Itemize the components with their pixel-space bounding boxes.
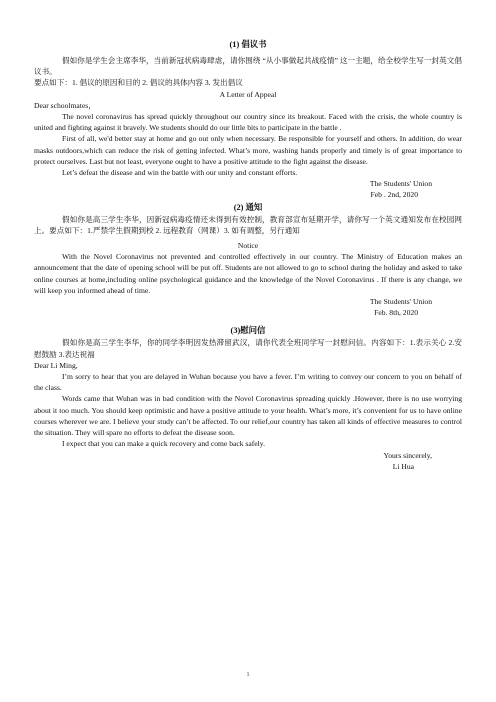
section1-sign: The Students' Union [369,179,432,189]
section1-para1: The novel coronavirus has spread quickly throughout our country since its breakout. Faced with the crisis, the whole country is united and fighting against it bravely. We students should do our little bits to participate in the battle . [34,112,462,133]
section2-title: Notice [237,241,259,251]
section3-para1: I’m sorry to hear that you are delayed in Wuhan because you have a fever. I’m writing to convey our concern to you on behalf of the class. [34,372,462,393]
section1-para2: First of all, we'd better stay at home and go out only when necessary. Be responsible for yourself and others. In addition, do wear masks outdoors,which can reduce the risk of getting infected. What’s more, washing hands properly and timely is of great importance to protect ourselves. Last but not least, everyone ought to have a positive attitude to the fight against the disease. [34,134,462,166]
document-page [34,38,462,472]
section1-heading: (1) 倡议书 [229,40,267,49]
section3-para3: I expect that you can make a quick recovery and come back safely. [62,439,265,449]
section3-heading: (3)慰问信 [230,326,266,336]
section2-sign: The Students' Union [369,297,432,307]
section2-heading: (2) 通知 [233,202,263,212]
section1-date: Feb . 2nd, 2020 [370,190,418,200]
section1-salutation: Dear schoolmates， [34,100,96,110]
section2-para1: With the Novel Coronavirus not prevented and controlled effectively in our country. The Ministry of Education makes an announcement that the date of opening school will be put off. Students are not allowed to go to school during the holiday and asked to take online courses at home,including online psychological guidance and the knowledge of the Novel Coronavirus . If there is any change, we will keep you informed ahead of time. [34,252,462,295]
section2-prompt: 假如你是高三学生李华，因新冠病毒疫情还未得到有效控制，教育部宣布延期开学，请你写一个英文通知发布在校园网上。要点如下：1.严禁学生假期到校 2. 远程教育（网课）3. 如有调整，另行通知 [34,214,462,235]
section3-para2: Words came that Wuhan was in bad condition with the Novel Coronavirus spreading quickly .However, there is no use worrying about it too much. You should keep optimistic and have a positive attitude to your health. What’s more, it’s convenient for us to have online courses wherever we are. I believe your study can’t be affected. To our relief,our country has taken all kinds of effective measures to control the situation. They will spare no efforts to defeat the disease soon. [34,394,462,438]
section3-salutation: Dear Li Ming, [34,360,78,370]
section3-prompt: 假如你是高三学生李华，你的同学李明因发热滞留武汉，请你代表全班同学写一封慰问信。内容如下：1.表示关心 2.安慰鼓励 3.表达祝福 [34,338,462,359]
section1-title: A Letter of Appeal [219,89,277,99]
section1-para3: Let’s defeat the disease and win the battle with our unity and constant efforts. [62,168,298,178]
page-number: 1 [246,672,250,678]
section1-prompt: 假如你是学生会主席李华，当前新冠状病毒肆虐，请你围绕 “从小事做起共战疫情” 这一主题，给全校学生写一封英文倡议书。 [34,56,462,77]
section1-points: 要点如下：1. 倡议的原因和目的 2. 倡议的具体内容 3. 发出倡议 [34,78,243,88]
section2-date: Feb. 8th, 2020 [374,308,418,318]
section3-name: Li Hua [392,461,414,471]
section3-closing: Yours sincerely, [383,450,432,460]
